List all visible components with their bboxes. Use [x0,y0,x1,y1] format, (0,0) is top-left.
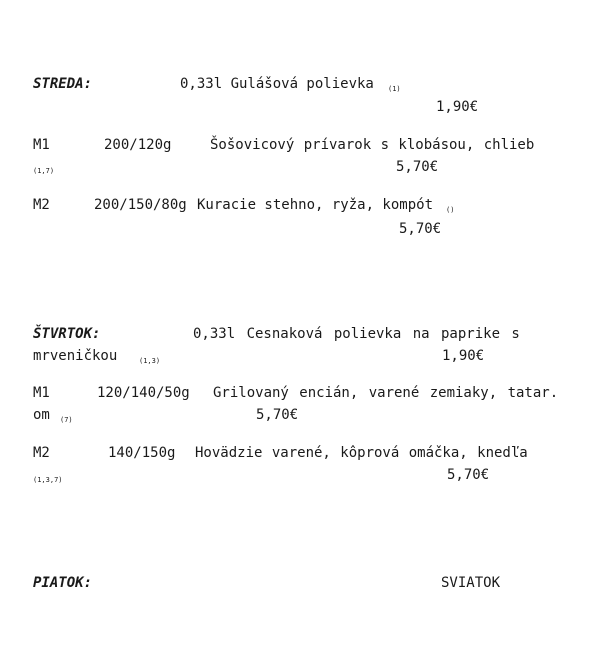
menu-weight-m2-streda: 200/150/80g [94,197,187,213]
day-label-streda: STREDA: [33,76,93,92]
day-label-piatok: PIATOK: [33,575,93,591]
menu-dish-m2-streda: Kuracie stehno, ryža, kompót [197,197,434,213]
holiday-note-piatok: SVIATOK [441,575,501,591]
menu-allergens-m1-stvrtok: (7) [60,416,73,424]
menu-code-m2-stvrtok: M2 [33,445,50,461]
soup-name-line2-stvrtok: mrveničkou [33,348,118,364]
menu-dish-line1-m1-stvrtok: Grilovaný encián, varené zemiaky, tatar. [213,385,559,401]
menu-price-m1-stvrtok: 5,70€ [256,407,299,423]
menu-dish-line2-m1-stvrtok: om [33,407,50,423]
menu-allergens-m1-streda: (1,7) [33,167,55,175]
soup-allergens-stvrtok: (1,3) [139,357,161,365]
menu-allergens-m2-streda: () [446,206,455,214]
menu-weight-m2-stvrtok: 140/150g [108,445,176,461]
menu-weight-m1-stvrtok: 120/140/50g [97,385,190,401]
menu-price-m2-streda: 5,70€ [399,221,442,237]
soup-name-line1-stvrtok: 0,33l Cesnaková polievka na paprike s [193,326,520,342]
soup-price-streda: 1,90€ [436,99,479,115]
menu-weight-m1-streda: 200/120g [104,137,172,153]
soup-price-stvrtok: 1,90€ [442,348,485,364]
menu-code-m2-streda: M2 [33,197,50,213]
soup-name-streda: 0,33l Gulášová polievka [180,76,374,92]
menu-price-m2-stvrtok: 5,70€ [447,467,490,483]
menu-dish-m1-streda: Šošovicový prívarok s klobásou, chlieb [210,137,535,153]
menu-dish-m2-stvrtok: Hovädzie varené, kôprová omáčka, knedľa [195,445,528,461]
menu-allergens-m2-stvrtok: (1,3,7) [33,476,63,484]
menu-code-m1-stvrtok: M1 [33,385,50,401]
menu-code-m1-streda: M1 [33,137,50,153]
soup-allergens-streda: (1) [388,85,401,93]
menu-price-m1-streda: 5,70€ [396,159,439,175]
day-label-stvrtok: ŠTVRTOK: [33,326,101,342]
